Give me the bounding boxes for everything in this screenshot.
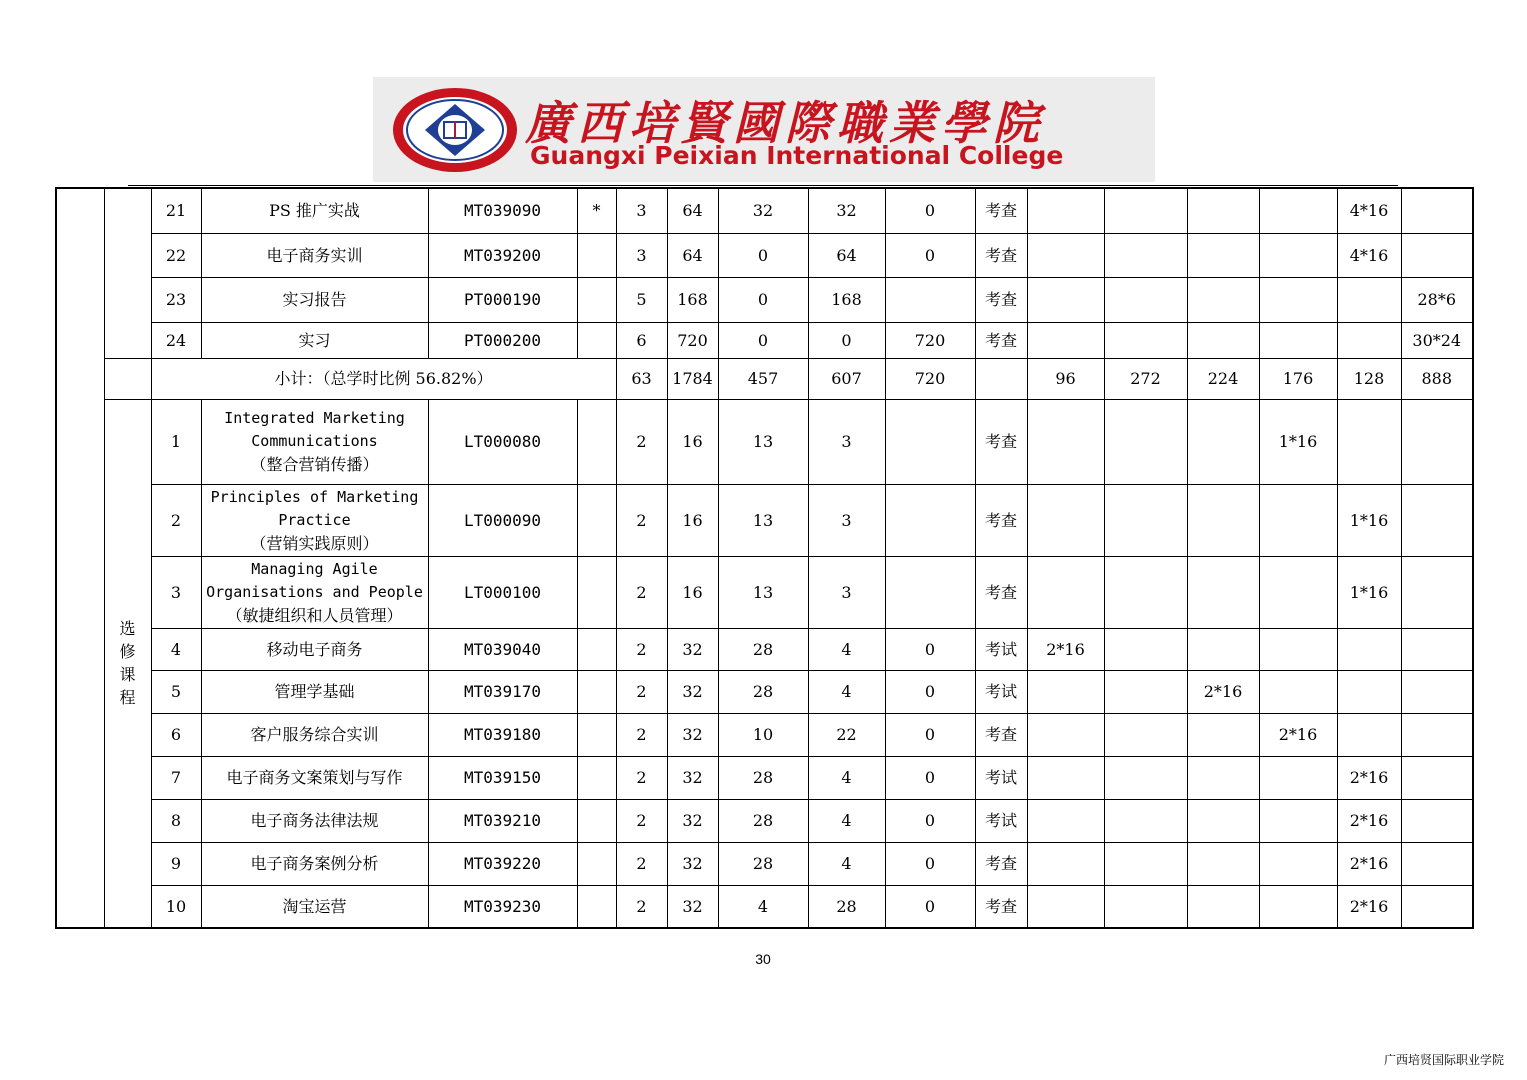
elective-category-cell [104,399,151,928]
theory-hours-cell: 0 [718,277,808,322]
other-hours-cell: 720 [885,358,975,399]
subtotal-row [56,358,1473,399]
exam-type-cell: 考试 [975,756,1027,799]
semester-4-cell [1259,756,1337,799]
theory-hours-cell: 0 [718,233,808,277]
row-number: 4 [151,628,201,670]
semester-6-cell [1401,628,1473,670]
total-hours-cell: 64 [667,188,718,233]
core-mark [577,670,616,713]
semester-3-cell [1187,322,1259,358]
total-hours-cell: 16 [667,484,718,556]
semester-1-cell [1027,842,1104,885]
credit-cell: 5 [616,277,667,322]
table-row [56,399,1473,484]
semester-6-cell [1401,713,1473,756]
theory-hours-cell: 0 [718,322,808,358]
credit-cell: 2 [616,399,667,484]
semester-6-cell: 30*24 [1401,322,1473,358]
total-hours-cell: 16 [667,399,718,484]
semester-1-cell [1027,399,1104,484]
course-table [55,187,1474,929]
semester-6-cell [1401,670,1473,713]
semester-6-cell: 28*6 [1401,277,1473,322]
credit-cell: 6 [616,322,667,358]
semester-4-cell: 2*16 [1259,713,1337,756]
semester-5-cell [1337,322,1401,358]
exam-type-cell: 考查 [975,713,1027,756]
credit-cell: 2 [616,756,667,799]
course-name: 实习报告 [201,277,428,322]
core-mark [577,885,616,928]
total-hours-cell: 720 [667,322,718,358]
exam-type-cell: 考查 [975,188,1027,233]
semester-3-cell: 2*16 [1187,670,1259,713]
credit-cell: 2 [616,799,667,842]
semester-1-cell [1027,484,1104,556]
exam-type-cell: 考查 [975,399,1027,484]
semester-2-cell [1104,628,1187,670]
semester-5-cell: 128 [1337,358,1401,399]
semester-5-cell [1337,628,1401,670]
semester-6-cell [1401,756,1473,799]
table-row [56,713,1473,756]
other-hours-cell [885,484,975,556]
other-hours-cell: 0 [885,756,975,799]
semester-6-cell [1401,556,1473,628]
row-number: 3 [151,556,201,628]
other-hours-cell: 0 [885,670,975,713]
semester-4-cell [1259,556,1337,628]
course-code: MT039150 [428,756,577,799]
semester-5-cell: 2*16 [1337,842,1401,885]
row-number: 2 [151,484,201,556]
course-name-cn: （敏捷组织和人员管理） [226,605,403,625]
semester-4-cell [1259,233,1337,277]
exam-type-cell: 考试 [975,799,1027,842]
course-code: MT039090 [428,188,577,233]
theory-hours-cell: 28 [718,628,808,670]
semester-4-cell [1259,484,1337,556]
semester-3-cell [1187,885,1259,928]
table-row [56,842,1473,885]
practice-hours-cell: 3 [808,399,885,484]
college-banner [373,77,1155,182]
semester-3-cell [1187,233,1259,277]
row-number: 5 [151,670,201,713]
other-hours-cell: 720 [885,322,975,358]
course-code: MT039210 [428,799,577,842]
semester-1-cell [1027,277,1104,322]
semester-6-cell [1401,799,1473,842]
semester-2-cell [1104,322,1187,358]
other-hours-cell: 0 [885,628,975,670]
course-code: PT000200 [428,322,577,358]
credit-cell: 63 [616,358,667,399]
elective-category-char: 程 [119,688,136,708]
college-name-cn: 廣西培賢國際職業學院 [525,96,1045,150]
row-number: 6 [151,713,201,756]
course-code: PT000190 [428,277,577,322]
exam-type-cell: 考试 [975,670,1027,713]
semester-4-cell [1259,885,1337,928]
semester-6-cell [1401,842,1473,885]
total-hours-cell: 32 [667,885,718,928]
course-name: 移动电子商务 [201,628,428,670]
practice-hours-cell: 4 [808,842,885,885]
semester-2-cell [1104,799,1187,842]
exam-type-cell: 考查 [975,277,1027,322]
credit-cell: 2 [616,842,667,885]
semester-5-cell: 2*16 [1337,756,1401,799]
table-row [56,188,1473,233]
semester-3-cell [1187,484,1259,556]
college-seal-icon [391,86,519,174]
semester-1-cell [1027,188,1104,233]
semester-2-cell [1104,713,1187,756]
row-number: 8 [151,799,201,842]
total-hours-cell: 32 [667,842,718,885]
semester-6-cell [1401,399,1473,484]
semester-1-cell [1027,670,1104,713]
core-mark [577,756,616,799]
semester-5-cell: 2*16 [1337,799,1401,842]
semester-3-cell [1187,799,1259,842]
semester-5-cell: 1*16 [1337,484,1401,556]
row-number: 10 [151,885,201,928]
core-mark [577,233,616,277]
course-code: LT000100 [428,556,577,628]
semester-2-cell [1104,842,1187,885]
semester-2-cell [1104,484,1187,556]
semester-3-cell [1187,399,1259,484]
semester-4-cell [1259,628,1337,670]
practice-hours-cell: 3 [808,556,885,628]
course-code: MT039170 [428,670,577,713]
total-hours-cell: 168 [667,277,718,322]
other-hours-cell: 0 [885,799,975,842]
semester-3-cell: 224 [1187,358,1259,399]
required-category-cell [104,188,151,358]
semester-3-cell [1187,556,1259,628]
total-hours-cell: 1784 [667,358,718,399]
theory-hours-cell: 13 [718,399,808,484]
theory-hours-cell: 4 [718,885,808,928]
semester-2-cell [1104,670,1187,713]
semester-1-cell [1027,556,1104,628]
total-hours-cell: 32 [667,756,718,799]
semester-6-cell [1401,188,1473,233]
semester-1-cell [1027,322,1104,358]
row-number: 7 [151,756,201,799]
course-name: 电子商务案例分析 [201,842,428,885]
exam-type-cell: 考查 [975,322,1027,358]
course-code: LT000080 [428,399,577,484]
core-mark [577,713,616,756]
table-row [56,885,1473,928]
table-row [56,628,1473,670]
course-name [201,399,428,484]
course-name: 电子商务实训 [201,233,428,277]
exam-type-cell: 考查 [975,233,1027,277]
theory-hours-cell: 32 [718,188,808,233]
practice-hours-cell: 3 [808,484,885,556]
module-category-cell [56,188,104,928]
course-name: 电子商务法律法规 [201,799,428,842]
theory-hours-cell: 13 [718,484,808,556]
semester-4-cell [1259,799,1337,842]
semester-3-cell [1187,628,1259,670]
total-hours-cell: 32 [667,670,718,713]
practice-hours-cell: 32 [808,188,885,233]
total-hours-cell: 64 [667,233,718,277]
elective-category-char: 修 [119,642,136,662]
course-name: 客户服务综合实训 [201,713,428,756]
semester-3-cell [1187,713,1259,756]
row-number: 22 [151,233,201,277]
semester-2-cell [1104,277,1187,322]
table-row [56,233,1473,277]
semester-4-cell: 1*16 [1259,399,1337,484]
total-hours-cell: 32 [667,628,718,670]
core-mark [577,842,616,885]
table-row [56,484,1473,556]
theory-hours-cell: 13 [718,556,808,628]
course-name-en: Managing Agile Organisations and People [206,559,423,601]
core-mark [577,799,616,842]
theory-hours-cell: 28 [718,842,808,885]
core-mark [577,628,616,670]
semester-2-cell [1104,188,1187,233]
semester-2-cell [1104,233,1187,277]
semester-5-cell: 4*16 [1337,188,1401,233]
semester-1-cell [1027,799,1104,842]
semester-3-cell [1187,756,1259,799]
course-name: 实习 [201,322,428,358]
course-code: MT039200 [428,233,577,277]
theory-hours-cell: 28 [718,799,808,842]
theory-hours-cell: 457 [718,358,808,399]
practice-hours-cell: 28 [808,885,885,928]
course-name-en: Principles of Marketing Practice [210,487,419,529]
table-row [56,277,1473,322]
course-name-cn: （营销实践原则） [250,533,379,553]
semester-3-cell [1187,188,1259,233]
practice-hours-cell: 4 [808,628,885,670]
core-mark [577,484,616,556]
course-code: MT039040 [428,628,577,670]
semester-4-cell [1259,842,1337,885]
row-number: 1 [151,399,201,484]
total-hours-cell: 16 [667,556,718,628]
semester-3-cell [1187,842,1259,885]
course-name: PS 推广实战 [201,188,428,233]
footer-text: 广西培贤国际职业学院 [1383,1053,1504,1067]
semester-1-cell [1027,756,1104,799]
theory-hours-cell: 28 [718,756,808,799]
table-row [56,322,1473,358]
practice-hours-cell: 64 [808,233,885,277]
exam-type-cell [975,358,1027,399]
course-code: LT000090 [428,484,577,556]
subtotal-spacer [104,358,151,399]
credit-cell: 2 [616,670,667,713]
total-hours-cell: 32 [667,713,718,756]
practice-hours-cell: 4 [808,670,885,713]
credit-cell: 2 [616,713,667,756]
credit-cell: 3 [616,233,667,277]
semester-1-cell [1027,713,1104,756]
row-number: 23 [151,277,201,322]
exam-type-cell: 考查 [975,842,1027,885]
theory-hours-cell: 28 [718,670,808,713]
row-number: 24 [151,322,201,358]
row-number: 21 [151,188,201,233]
semester-1-cell: 96 [1027,358,1104,399]
practice-hours-cell: 4 [808,756,885,799]
practice-hours-cell: 168 [808,277,885,322]
exam-type-cell: 考试 [975,628,1027,670]
table-row [56,670,1473,713]
table-row [56,799,1473,842]
semester-4-cell: 176 [1259,358,1337,399]
other-hours-cell: 0 [885,842,975,885]
total-hours-cell: 32 [667,799,718,842]
semester-6-cell [1401,484,1473,556]
course-name-cn: （整合营销传播） [250,455,379,474]
course-name [201,484,428,556]
course-code: MT039230 [428,885,577,928]
exam-type-cell: 考查 [975,885,1027,928]
semester-6-cell: 888 [1401,358,1473,399]
course-name: 电子商务文案策划与写作 [201,756,428,799]
other-hours-cell: 0 [885,233,975,277]
course-name-en: Integrated Marketing Communications [224,409,405,450]
semester-3-cell [1187,277,1259,322]
semester-4-cell [1259,322,1337,358]
semester-5-cell [1337,277,1401,322]
semester-5-cell: 1*16 [1337,556,1401,628]
table-top-rule [128,185,1398,186]
core-mark [577,277,616,322]
course-code: MT039180 [428,713,577,756]
course-name: 管理学基础 [201,670,428,713]
core-mark [577,399,616,484]
semester-1-cell: 2*16 [1027,628,1104,670]
semester-1-cell [1027,885,1104,928]
semester-1-cell [1027,233,1104,277]
elective-category-char: 选 [119,619,136,639]
other-hours-cell [885,277,975,322]
other-hours-cell: 0 [885,885,975,928]
semester-2-cell [1104,756,1187,799]
core-mark: * [577,188,616,233]
semester-5-cell: 4*16 [1337,233,1401,277]
practice-hours-cell: 607 [808,358,885,399]
semester-2-cell [1104,556,1187,628]
subtotal-label: 小计：（总学时比例 56.82%） [151,358,616,399]
other-hours-cell: 0 [885,188,975,233]
other-hours-cell [885,399,975,484]
practice-hours-cell: 22 [808,713,885,756]
course-name [201,556,428,628]
credit-cell: 2 [616,484,667,556]
theory-hours-cell: 10 [718,713,808,756]
semester-4-cell [1259,277,1337,322]
practice-hours-cell: 4 [808,799,885,842]
semester-6-cell [1401,885,1473,928]
credit-cell: 3 [616,188,667,233]
exam-type-cell: 考查 [975,484,1027,556]
semester-5-cell [1337,713,1401,756]
semester-4-cell [1259,670,1337,713]
credit-cell: 2 [616,628,667,670]
elective-category-char: 课 [119,665,136,685]
semester-4-cell [1259,188,1337,233]
exam-type-cell: 考查 [975,556,1027,628]
page-number: 30 [755,951,771,967]
college-name-en: Guangxi Peixian International College [530,141,1064,170]
semester-2-cell [1104,885,1187,928]
semester-5-cell [1337,399,1401,484]
table-row [56,556,1473,628]
credit-cell: 2 [616,885,667,928]
row-number: 9 [151,842,201,885]
course-code: MT039220 [428,842,577,885]
course-name: 淘宝运营 [201,885,428,928]
practice-hours-cell: 0 [808,322,885,358]
other-hours-cell [885,556,975,628]
semester-2-cell [1104,399,1187,484]
core-mark [577,556,616,628]
table-row [56,756,1473,799]
semester-5-cell [1337,670,1401,713]
other-hours-cell: 0 [885,713,975,756]
semester-2-cell: 272 [1104,358,1187,399]
credit-cell: 2 [616,556,667,628]
semester-6-cell [1401,233,1473,277]
core-mark [577,322,616,358]
semester-5-cell: 2*16 [1337,885,1401,928]
